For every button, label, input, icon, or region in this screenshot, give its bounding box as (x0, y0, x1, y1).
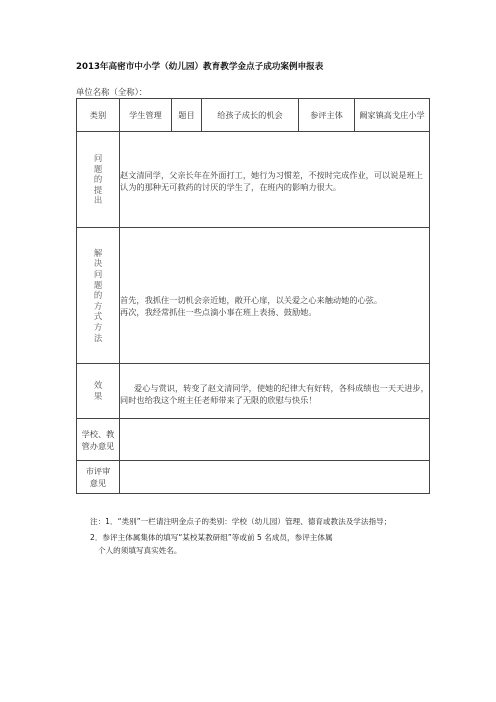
section-row-problem (77, 132, 430, 228)
note-2-line-1: 2．参评主体属集体的填写“某校某教研组”等或前 5 名成员，参评主体属 (90, 533, 333, 543)
paragraph: 再次，我经常抓住一些点滴小事在班上表扬、鼓励她。 (120, 307, 317, 317)
label-char: 解 (93, 247, 103, 258)
section-label-effect (77, 364, 120, 419)
paragraph: 赵文清同学，父亲长年在外面打工，她行为习惯差，不按时完成作业，可以说是班上认为的那种无可救药的讨厌的学生了，在班内的影响力很大。 (120, 170, 423, 192)
label-char: 果 (93, 391, 103, 401)
section-row-method (77, 228, 430, 364)
paragraph: 首先，我抓住一切机会亲近她，敞开心扉，以关爱之心来触动她的心弦。 (120, 295, 383, 305)
note-2 (76, 532, 432, 557)
section-row-city-review (77, 461, 430, 494)
note-1: 注：1．“类别”一栏请注明金点子的类别：学校（幼儿园）管理、德育或教法及学法指导； (90, 517, 392, 526)
label-char: 方 (93, 300, 103, 311)
section-label-city-review: 市评审意见 (77, 461, 120, 494)
unit-name-label: 单位名称（全称）： (76, 87, 148, 97)
label-char: 的 (93, 174, 103, 185)
label-char: 问 (93, 153, 103, 164)
label-char: 的 (93, 290, 103, 301)
label-char: 式 (93, 311, 103, 322)
label-char: 决 (93, 258, 103, 269)
section-row-effect (77, 364, 430, 419)
notes (76, 516, 432, 557)
section-label-school-opinion: 学校、教管办意见 (77, 419, 120, 461)
label-char: 效 (93, 380, 103, 391)
label-char: 法 (93, 332, 103, 343)
label-char: 题 (93, 163, 103, 174)
category-value: 学生管理 (120, 99, 172, 132)
label-char: 提 (93, 184, 103, 195)
section-content-city-review (120, 461, 430, 494)
paragraph: 爱心与赏识，转变了赵文清同学，使她的纪律大有好转，各科成绩也一天天进步，同时也给我这个班主任老师带来了无限的欣慰与快乐！ (120, 382, 429, 405)
entity-label: 参评主体 (299, 99, 355, 132)
entity-value: 阚家镇高戈庄小学 (355, 99, 430, 132)
section-label-problem (77, 132, 120, 228)
section-content-effect (120, 364, 430, 419)
section-content-method (120, 228, 430, 364)
label-char: 出 (93, 195, 103, 206)
form-title: 2013年高密市中小学（幼儿园）教育教学金点子成功案例申报表 (76, 62, 324, 72)
note-2-line-2: 个人的须填写真实姓名。 (98, 545, 182, 555)
topic-label: 题目 (172, 99, 202, 132)
label-char: 方 (93, 321, 103, 332)
header-row (77, 99, 430, 132)
label-char: 题 (93, 279, 103, 290)
section-content-problem (120, 132, 430, 228)
topic-value: 给孩子成长的机会 (202, 99, 299, 132)
application-form-table (76, 98, 430, 494)
section-label-method (77, 228, 120, 364)
section-row-school-opinion (77, 419, 430, 461)
label-char: 问 (93, 269, 103, 280)
section-content-school-opinion (120, 419, 430, 461)
category-label: 类别 (77, 99, 120, 132)
